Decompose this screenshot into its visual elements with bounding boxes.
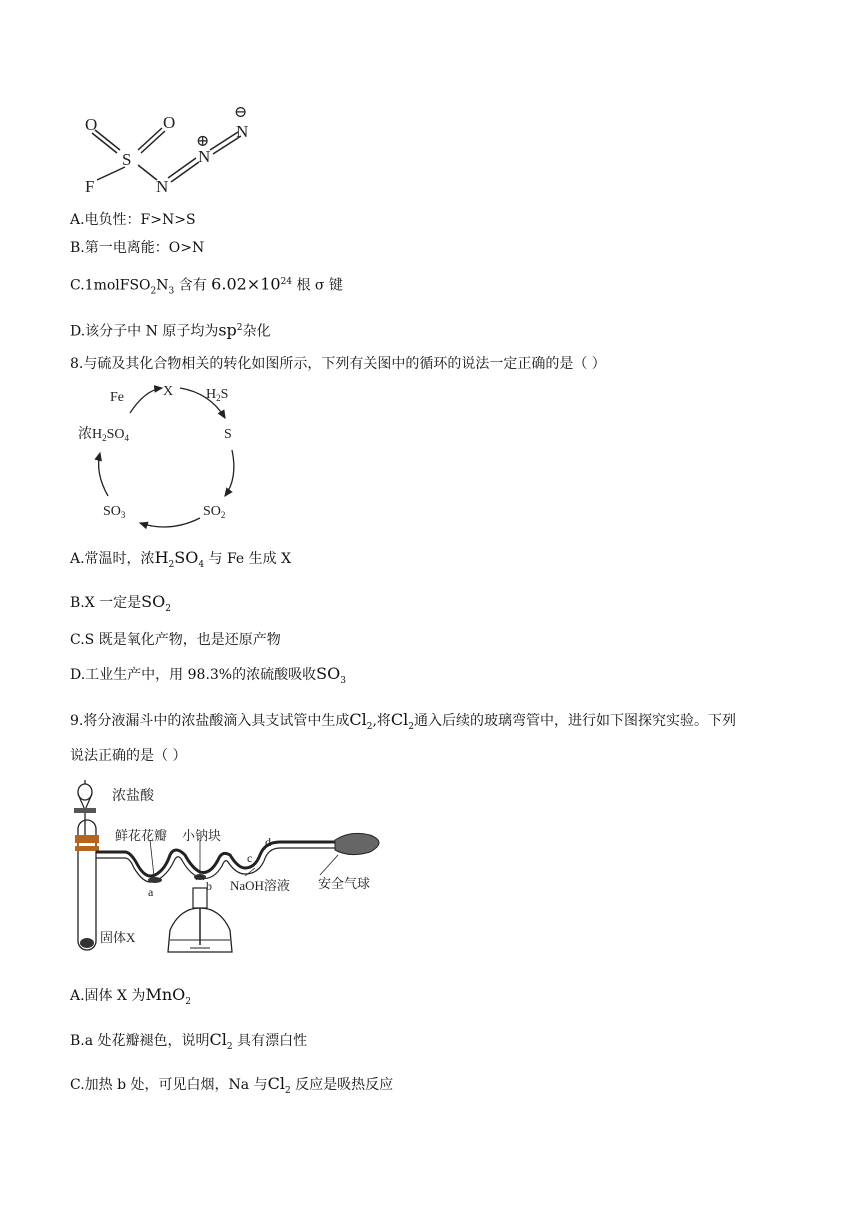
q8-a-sub4: 4 — [198, 559, 205, 570]
q8-option-c: C.S 既是氧化产物，也是还原产物 — [70, 632, 281, 648]
q9-a-sub: 2 — [185, 996, 191, 1007]
q9-option-a — [70, 985, 191, 1012]
q7-c-post: 根 σ 键 — [296, 277, 343, 294]
q8-stem: 8.与硫及其化合物相关的转化如图所示，下列有关图中的循环的说法一定正确的是（ ） — [70, 356, 606, 372]
q8-a-text: A.常温时，浓 — [70, 551, 155, 567]
label-c: c — [247, 851, 253, 865]
atom-o2: O — [163, 113, 176, 132]
chlorine-apparatus-figure — [70, 780, 400, 970]
q8-b-sub: 2 — [165, 603, 171, 614]
label-d: d — [265, 835, 271, 849]
q9-sub-2: 2 — [408, 721, 414, 732]
q9-cl-1: Cl — [349, 710, 367, 729]
cycle-so2: $SO_2$ — [203, 504, 226, 520]
label-a: a — [148, 885, 154, 899]
q7-c-sub3: 3 — [168, 286, 175, 297]
label-conc-hcl: 浓盐酸 — [112, 789, 154, 804]
cycle-so3: $SO_3$ — [103, 504, 126, 520]
q9-c-cl: Cl — [267, 1074, 285, 1093]
label-solid-x: 固体X — [100, 930, 136, 945]
label-b: b — [206, 879, 212, 893]
q7-c-text: C.1molFSO — [70, 277, 151, 294]
q9-option-c — [70, 1074, 393, 1101]
q8-d-sub: 3 — [340, 675, 346, 686]
cycle-s: S — [224, 427, 232, 442]
q9-b-post: 具有漂白性 — [237, 1033, 308, 1049]
plus-charge-icon: ⊕ — [196, 133, 210, 150]
q8-d-so: SO — [316, 664, 341, 683]
label-petal: 鲜花花瓣 — [115, 828, 168, 843]
q9-sub-1: 2 — [366, 721, 373, 732]
label-balloon: 安全气球 — [318, 876, 371, 891]
q7-option-d — [70, 318, 271, 342]
q8-b-so: SO — [141, 592, 166, 611]
q9-stem-mid: ,将 — [372, 713, 391, 729]
q8-a-sub2: 2 — [168, 559, 175, 570]
q8-option-a — [70, 548, 291, 575]
q8-a-h: H — [154, 548, 169, 567]
q9-c-text: C.加热 b 处，可见白烟，Na 与 — [70, 1077, 268, 1093]
q9-b-cl: Cl — [209, 1030, 227, 1049]
q9-b-sub: 2 — [226, 1041, 233, 1052]
q7-c-n: N — [156, 277, 169, 294]
cycle-conc-h2so4: 浓$H_2SO_4$ — [78, 427, 130, 443]
q8-option-d — [70, 664, 346, 691]
atom-s: S — [122, 150, 132, 169]
cycle-x: X — [163, 384, 174, 399]
label-sodium: 小钠块 — [182, 828, 222, 843]
sulfur-cycle-diagram — [70, 378, 260, 538]
q9-b-text: B.a 处花瓣褪色，说明 — [70, 1033, 210, 1049]
minus-charge-icon: ⊖ — [234, 104, 248, 121]
q9-option-b — [70, 1030, 307, 1057]
atom-o1: O — [85, 115, 98, 134]
q7-d-exp: 2 — [236, 323, 243, 333]
cycle-h2s: $H_2S$ — [206, 387, 229, 403]
q8-b-text: B.X 一定是 — [70, 595, 142, 611]
q7-d-post: 杂化 — [242, 323, 271, 340]
q9-c-post: 反应是吸热反应 — [295, 1077, 394, 1093]
q7-c-exp: 24 — [280, 277, 293, 287]
q9-stem-post: 通入后续的玻璃弯管中，进行如下图探究实验。下列 — [414, 713, 736, 729]
q7-c-mid: 含有 — [178, 277, 207, 294]
fso2n3-structure-figure — [70, 95, 270, 205]
q7-d-sp: sp — [218, 320, 237, 340]
q7-option-b: B.第一电离能：O>N — [70, 240, 205, 256]
q9-stem-pre: 9.将分液漏斗中的浓盐酸滴入具支试管中生成 — [70, 713, 350, 729]
q8-option-b — [70, 592, 171, 619]
atom-n2: N — [198, 147, 211, 166]
q8-a-so: SO — [174, 548, 199, 567]
q9-c-sub: 2 — [284, 1085, 291, 1096]
q9-a-mno: MnO — [145, 985, 186, 1004]
q7-option-c — [70, 272, 343, 301]
q7-option-a: A.电负性：F>N>S — [70, 212, 196, 228]
q8-a-post: 与 Fe 生成 X — [208, 551, 292, 567]
atom-n3: N — [236, 122, 249, 141]
q7-d-text: D.该分子中 N 原子均为 — [70, 323, 219, 340]
q9-stem-line1 — [70, 710, 736, 737]
label-naoh: NaOH溶液 — [230, 878, 290, 893]
cycle-fe: Fe — [110, 390, 124, 405]
q7-c-sub2: 2 — [150, 286, 157, 297]
q7-c-num: 6.02×10 — [211, 274, 281, 294]
q9-cl-2: Cl — [390, 710, 409, 729]
atom-f: F — [85, 177, 95, 196]
q8-d-text: D.工业生产中，用 98.3%的浓硫酸吸收 — [70, 667, 317, 683]
atom-n1: N — [156, 177, 169, 196]
q9-a-text: A.固体 X 为 — [70, 988, 146, 1004]
q9-stem-line2: 说法正确的是（ ） — [70, 748, 187, 764]
